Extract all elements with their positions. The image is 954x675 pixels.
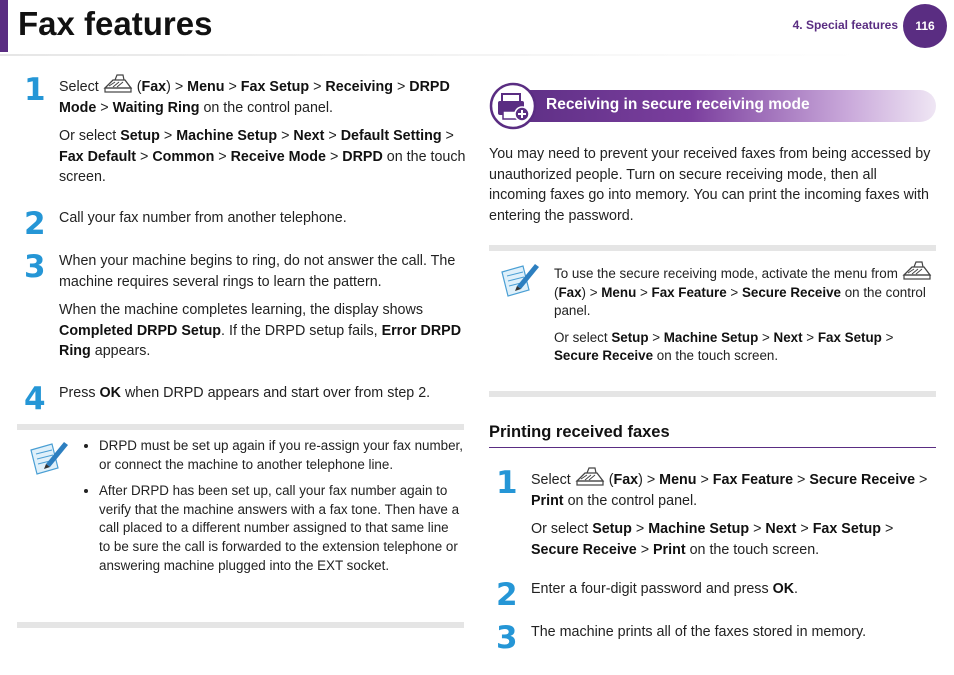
note-bullet: • After DRPD has been set up, call your fax number again to verify that the machine answers with a fax tone. Then have a call placed to a different number assigned to that same line to be sure the call is forwarded to the extension telephone or answering machine plugged into the EXT socket. <box>99 482 463 575</box>
step-2-text: Enter a four-digit password and press OK. <box>531 581 799 597</box>
step-4-text: Press OK when DRPD appears and start over from step 2. <box>59 385 431 401</box>
note-pencil-icon <box>28 438 70 476</box>
section-label: 4. Special features <box>792 18 898 32</box>
step-3-text: When your machine begins to ring, do not answer the call. The machine requires several rings to learn the pattern. When the machine completes learning, the display shows Completed DRPD Setup. If the DRPD setup fails, Error DRPD Ring appears. <box>59 253 462 359</box>
fax-icon <box>103 74 133 94</box>
page-title: Fax features <box>18 5 213 42</box>
section-subheading: Printing received faxes <box>489 421 936 448</box>
secure-fax-icon <box>489 82 537 130</box>
step-number: 1 <box>496 465 518 501</box>
step-1-text: Select (Fax) > Menu > Fax Setup > Receiving > DRPD Mode > Waiting Ring on the control panel. Or select Setup > Machine Setup > Next > Default Setting > Fax Default > Common > Receive Mode > DRPD on the touch screen. <box>59 74 469 196</box>
fax-icon <box>575 467 605 487</box>
note-content <box>83 437 463 583</box>
step-number: 3 <box>24 249 46 285</box>
header-divider <box>0 54 954 56</box>
intro-paragraph: You may need to prevent your received faxes from being accessed by unauthorized people. Turn on secure receiving mode, then all incoming faxes go into memory. You can print the incoming faxes with entering the password. <box>489 146 931 224</box>
step-number: 4 <box>24 381 46 417</box>
step-3-text: The machine prints all of the faxes stored in memory. <box>531 624 867 640</box>
note-content: To use the secure receiving mode, activate the menu from (Fax) > Menu > Fax Feature > Secure Receive on the control panel. Or select Setup > Machine Setup > Next > Fax Setup > Secure Receive on the touch screen. <box>554 261 936 374</box>
fax-icon <box>902 261 932 281</box>
step-number: 3 <box>496 620 518 656</box>
step-1-text: Select (Fax) > Menu > Fax Feature > Secure Receive > Print on the control panel. Or select Setup > Machine Setup > Next > Fax Setup > Secure Receive > Print on the touch screen. <box>531 467 936 568</box>
page-number-badge: 116 <box>903 4 947 48</box>
header-accent-bar <box>0 0 8 52</box>
step-number: 2 <box>24 206 46 242</box>
step-number: 2 <box>496 577 518 613</box>
banner-title: Receiving in secure receiving mode <box>546 96 810 113</box>
step-number: 1 <box>24 72 46 108</box>
note-pencil-icon <box>499 260 541 298</box>
step-2-text: Call your fax number from another telephone. <box>59 210 347 226</box>
note-bullet: • DRPD must be set up again if you re-assign your fax number, or connect the machine to another telephone line. <box>99 437 463 474</box>
